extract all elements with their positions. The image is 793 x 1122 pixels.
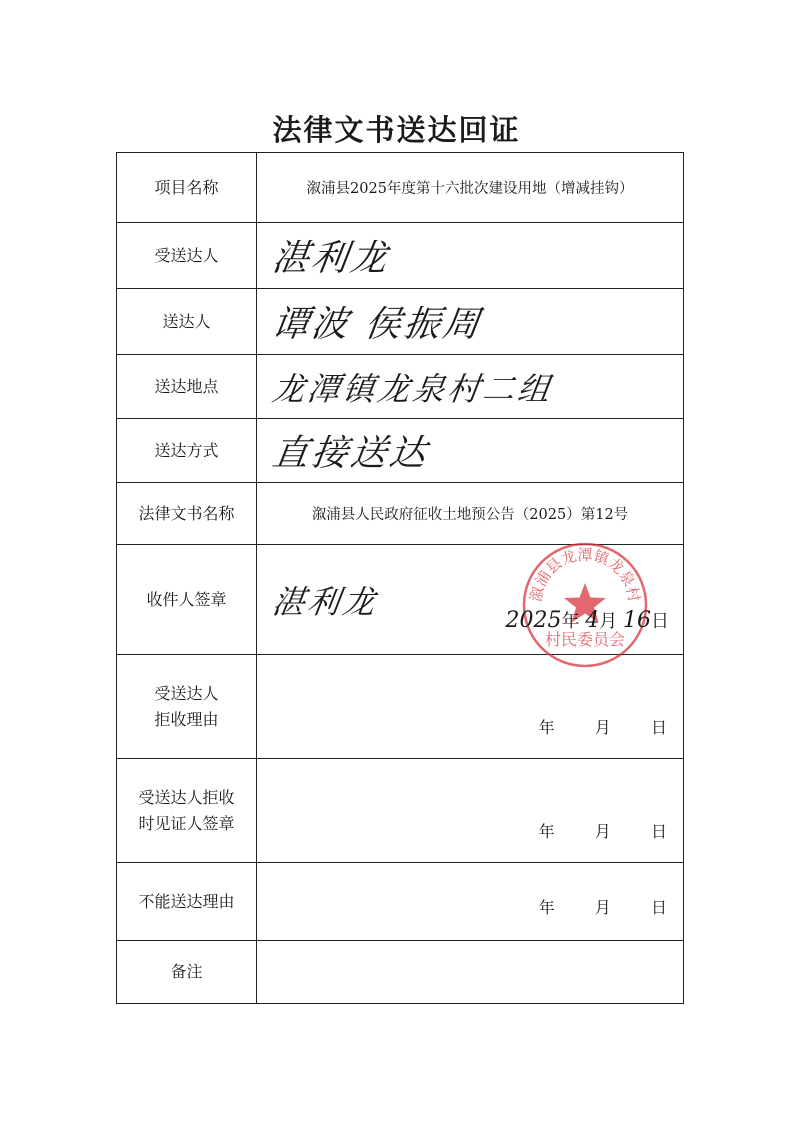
signature-label: 收件人签章 [117, 545, 257, 655]
place-handwriting: 龙潭镇龙泉村二组 [270, 369, 556, 408]
refusal-date-month: 月 [594, 718, 611, 737]
undeliverable-date-day: 日 [650, 898, 667, 917]
undeliverable-date-line [539, 895, 667, 918]
undeliverable-date-month: 月 [594, 898, 611, 917]
recipient-handwriting: 湛利龙 [269, 238, 393, 279]
place-label: 送达地点 [117, 355, 257, 419]
refusal-reason-label-line1: 受送达人 [154, 683, 219, 703]
row-recipient [117, 223, 684, 289]
witness-date-month: 月 [594, 822, 611, 841]
signature-date [506, 607, 669, 633]
server-label: 送达人 [117, 289, 257, 355]
refusal-reason-label [117, 655, 257, 759]
delivery-receipt-table [116, 152, 684, 1004]
seal-arc-text: 溆浦县龙潭镇龙泉村 [526, 545, 644, 604]
witness-cell [257, 759, 684, 863]
project-name-label: 项目名称 [117, 153, 257, 223]
row-server [117, 289, 684, 355]
document-name-label: 法律文书名称 [117, 483, 257, 545]
refusal-reason-label-line2: 拒收理由 [154, 709, 219, 729]
row-signature [117, 545, 684, 655]
row-place [117, 355, 684, 419]
witness-date-line [539, 819, 667, 842]
row-document-name [117, 483, 684, 545]
signature-date-year-unit: 年 [561, 611, 580, 632]
witness-date-day: 日 [650, 822, 667, 841]
document-title: 法律文书送达回证 [272, 113, 521, 147]
signature-cell [257, 545, 684, 655]
witness-label [117, 759, 257, 863]
server-handwriting: 谭波 侯振周 [269, 304, 485, 345]
row-undeliverable [117, 863, 684, 941]
witness-label-line1: 受送达人拒收 [138, 787, 235, 807]
signature-date-day-unit: 日 [651, 611, 669, 632]
refusal-date-year: 年 [538, 718, 555, 737]
refusal-date-day: 日 [650, 718, 667, 737]
undeliverable-cell [257, 863, 684, 941]
remarks-cell [257, 941, 684, 1004]
recipient-label: 受送达人 [117, 223, 257, 289]
row-remarks [117, 941, 684, 1004]
signature-date-month-unit: 月 [599, 611, 618, 632]
row-refusal-reason [117, 655, 684, 759]
document-name-value: 溆浦县人民政府征收土地预公告（2025）第12号 [257, 483, 684, 545]
remarks-label: 备注 [117, 941, 257, 1004]
refusal-date-line [539, 715, 667, 738]
signature-date-month: 4 [585, 608, 600, 633]
row-project-name [117, 153, 684, 223]
witness-label-line2: 时见证人签章 [138, 813, 235, 833]
row-method [117, 419, 684, 483]
project-name-value: 溆浦县2025年度第十六批次建设用地（增减挂钩） [257, 153, 684, 223]
seal-bottom-text: 村民委员会 [544, 630, 626, 649]
signature-date-year: 2025 [505, 608, 562, 633]
signature-date-day: 16 [623, 608, 651, 633]
village-committee-seal [521, 541, 649, 669]
signature-handwriting: 湛利龙 [270, 582, 381, 621]
witness-date-year: 年 [538, 822, 555, 841]
undeliverable-date-year: 年 [538, 898, 555, 917]
method-label: 送达方式 [117, 419, 257, 483]
row-witness [117, 759, 684, 863]
undeliverable-label: 不能送达理由 [117, 863, 257, 941]
method-handwriting: 直接送达 [269, 433, 432, 474]
refusal-reason-cell [257, 655, 684, 759]
